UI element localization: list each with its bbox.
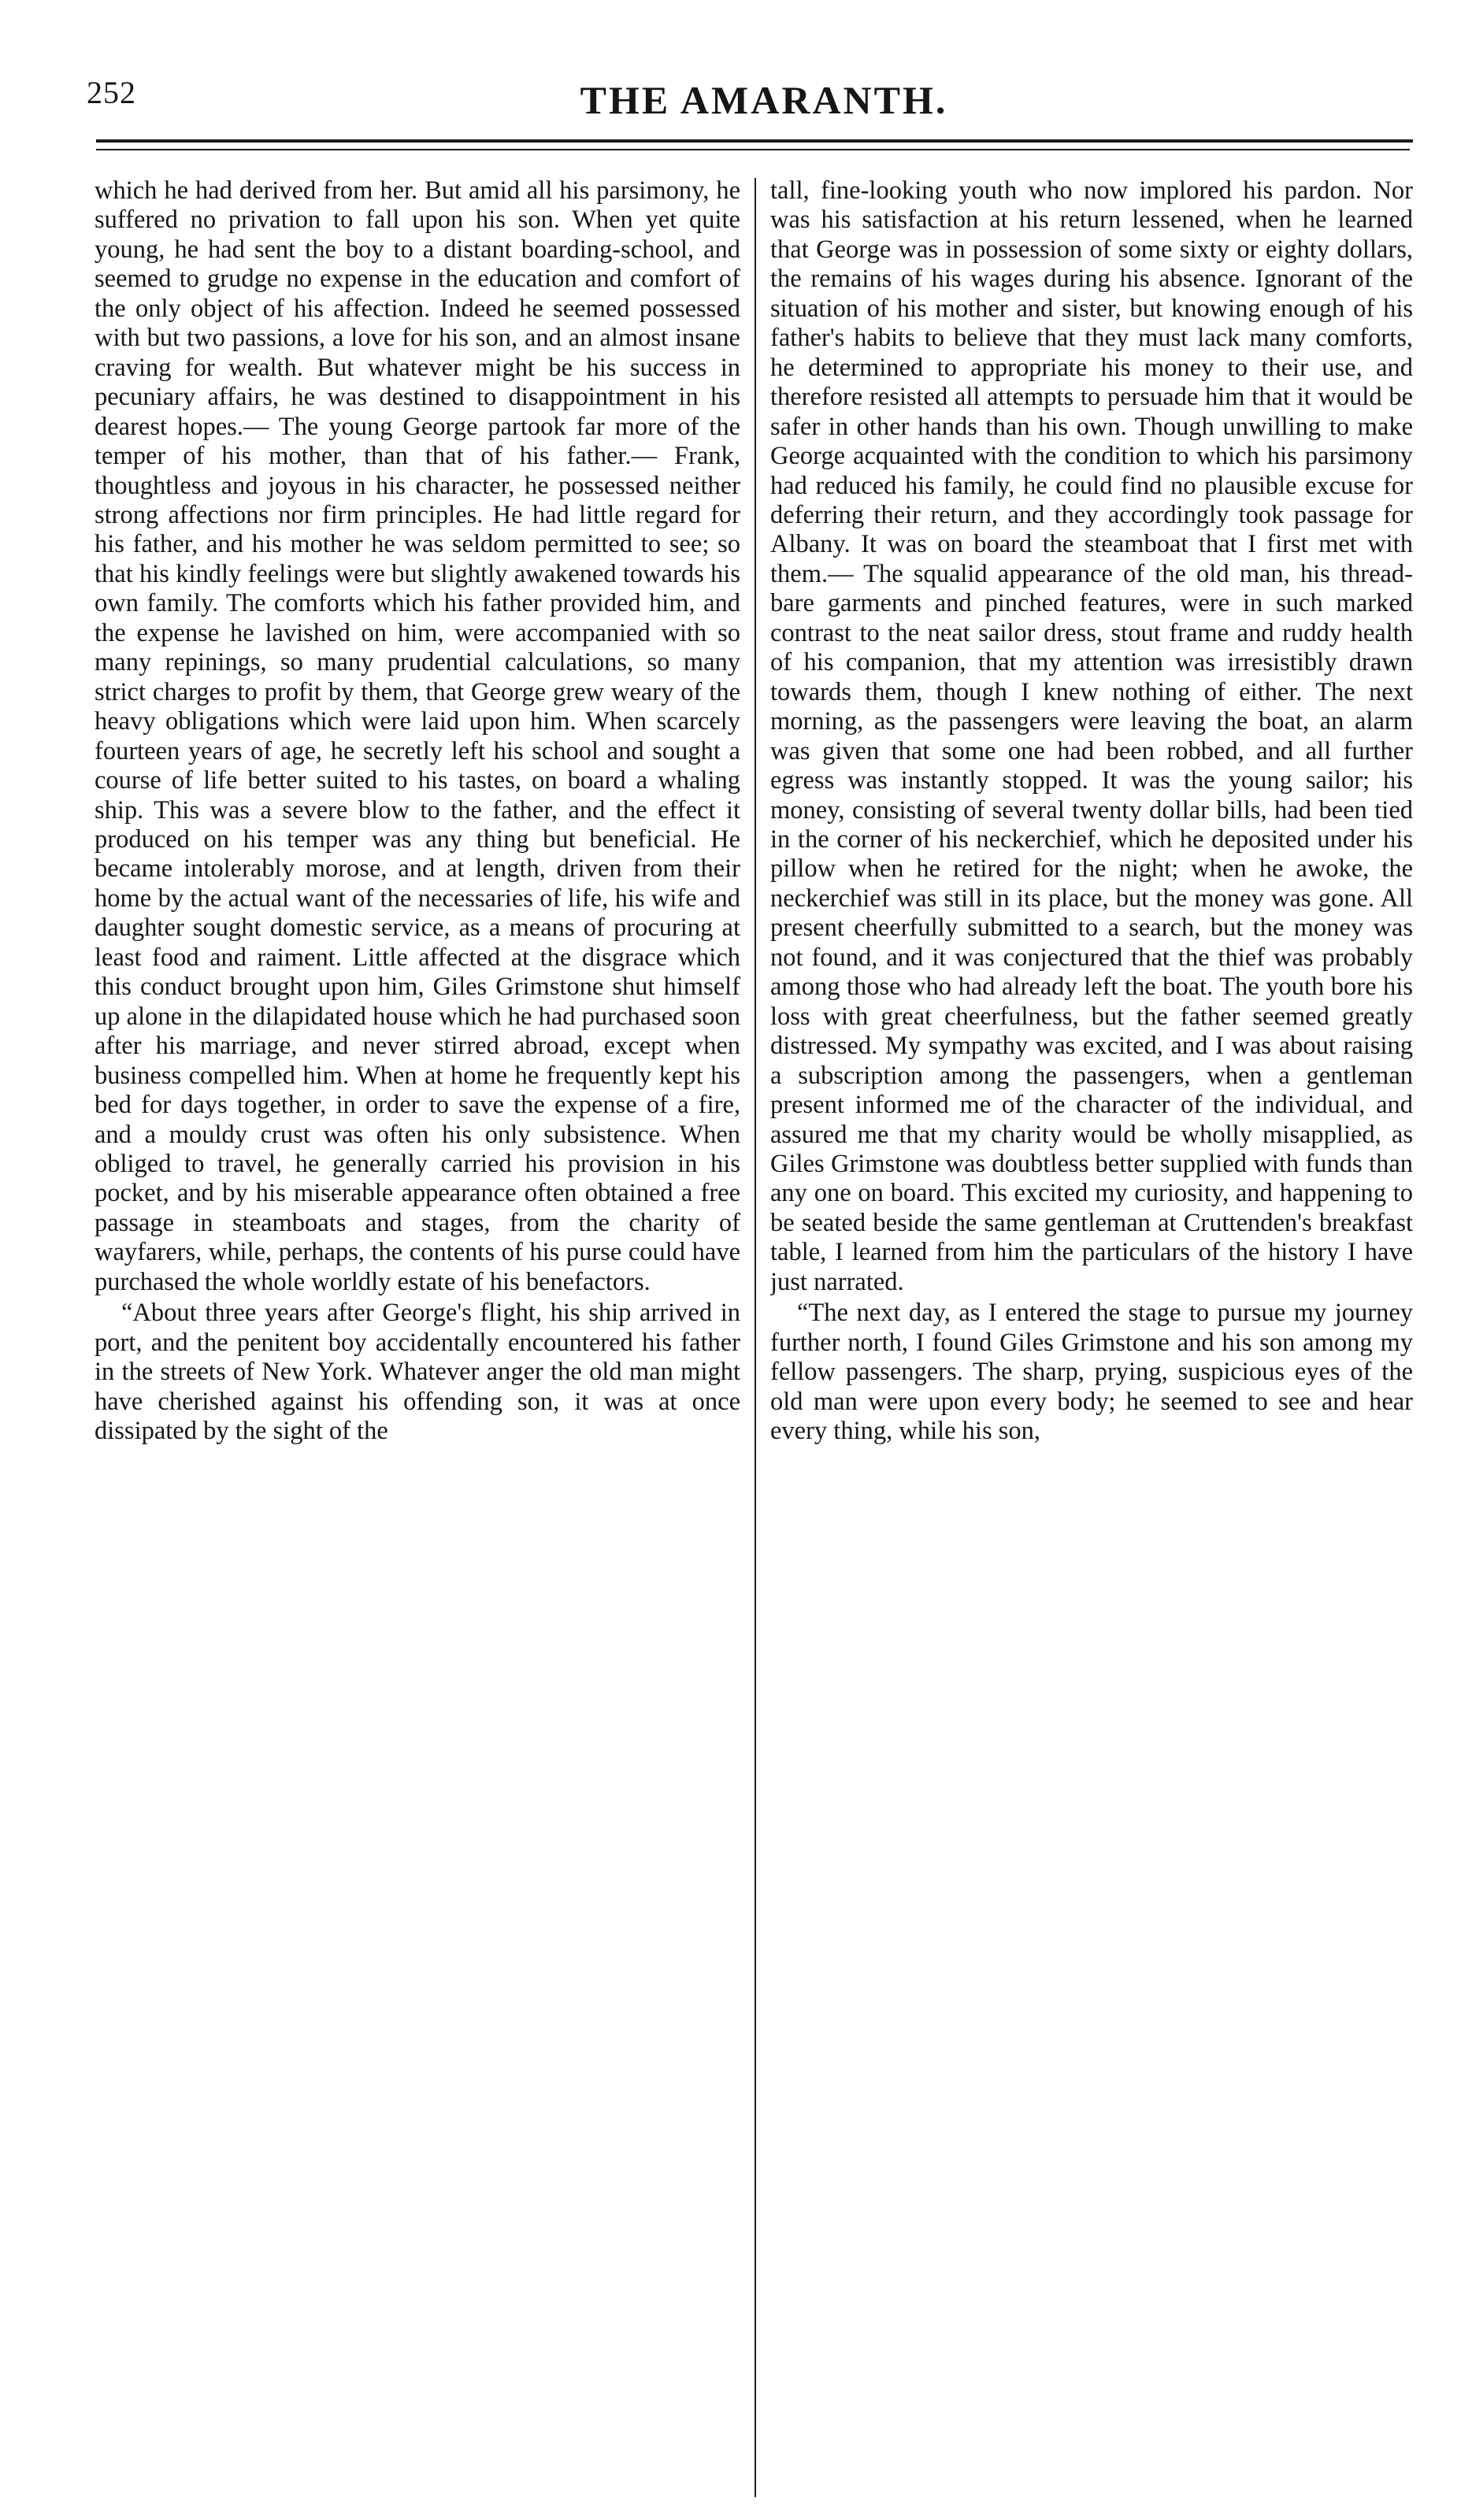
body-paragraph: tall, fine-looking youth who now implored his pardon. Nor was his satisfaction at his return lessened, when he learned that George was in possession of some sixty or eighty dollars, the remains of his wages during his absence. Ignorant of the situation of his mother and sister, but knowing enough of his father's habits to believe that they must lack many comforts, he determined to appropriate his money to their use, and therefore resisted all attempts to persuade him that it would be safer in other hands than his own. Though unwilling to make George acquainted with the condition to which his parsimony had reduced his family, he could find no plausible excuse for deferring their return, and they accordingly took passage for Albany. It was on board the steamboat that I first met with them.— The squalid appearance of the old man, his thread-bare garments and pinched features, were in such marked contrast to the neat sailor dress, stout frame and ruddy health of his companion, that my attention was irresistibly drawn towards them, though I knew nothing of either. The next morning, as the passengers were leaving the boat, an alarm was given that some one had been robbed, and all further egress was instantly stopped. It was the young sailor; his money, consisting of several twenty dollar bills, had been tied in the corner of his neckerchief, which he deposited under his pillow when he retired for the night; when he awoke, the neckerchief was still in its place, but the money was gone. All present cheerfully submitted to a search, but the money was not found, and it was conjectured that the thief was probably among those who had already left the boat. The youth bore his loss with great cheerfulness, but the father seemed greatly distressed. My sympathy was excited, and I was about raising a subscription among the passengers, when a gentleman present informed me of the character of the individual, and assured me that my charity would be wholly misapplied, as Giles Grimstone was doubtless better supplied with funds than any one on board. This excited my curiosity, and happening to be seated beside the same gentleman at Cruttenden's breakfast table, I learned from him the particulars of the history I have just narrated. (770, 176, 1413, 1296)
page-number: 252 (87, 75, 136, 110)
body-paragraph: which he had derived from her. But amid all his parsimony, he suffered no privation to fall upon his son. When yet quite young, he had sent the boy to a distant boarding-school, and seemed to grudge no expense in the education and comfort of the only object of his affection. Indeed he seemed possessed with but two passions, a love for his son, and an almost insane craving for wealth. But whatever might be his success in pecuniary affairs, he was destined to disappointment in his dearest hopes.— The young George partook far more of the temper of his mother, than that of his father.— Frank, thoughtless and joyous in his character, he possessed neither strong affections nor firm principles. He had little regard for his father, and his mother he was seldom permitted to see; so that his kindly feelings were but slightly awakened towards his own family. The comforts which his father provided him, and the expense he lavished on him, were accompanied with so many repinings, so many prudential calculations, so many strict charges to profit by them, that George grew weary of the heavy obligations which were laid upon him. When scarcely fourteen years of age, he secretly left his school and sought a course of life better suited to his tastes, on board a whaling ship. This was a severe blow to the father, and the effect it produced on his temper was any thing but beneficial. He became intolerably morose, and at length, driven from their home by the actual want of the necessaries of life, his wife and daughter sought domestic service, as a means of procuring at least food and raiment. Little affected at the disgrace which this conduct brought upon him, Giles Grimstone shut himself up alone in the dilapidated house which he had purchased soon after his marriage, and never stirred abroad, except when business compelled him. When at home he frequently kept his bed for days together, in order to save the expense of a fire, and a mouldy crust was often his only subsistence. When obliged to travel, he generally carried his provision in his pocket, and by his miserable appearance often obtained a free passage in steamboats and stages, from the charity of wayfarers, while, perhaps, the contents of his purse could have purchased the whole worldly estate of his benefactors. (95, 176, 740, 1296)
body-paragraph: “The next day, as I entered the stage to pursue my journey further north, I found Giles Grimstone and his son among my fellow passengers. The sharp, prying, suspicious eyes of the old man were upon every body; he seemed to see and hear every thing, while his son, (770, 1299, 1413, 1446)
running-title: THE AMARANTH. (580, 78, 948, 122)
body-paragraph: “About three years after George's flight, his ship arrived in port, and the penitent boy accidentally encountered his father in the streets of New York. Whatever anger the old man might have cherished against his offending son, it was at once dissipated by the sight of the (95, 1299, 740, 1446)
header-rule (96, 139, 1413, 143)
left-column (95, 176, 740, 2484)
header-rule (96, 149, 1410, 150)
right-column (770, 176, 1413, 2492)
column-divider (755, 178, 756, 2497)
